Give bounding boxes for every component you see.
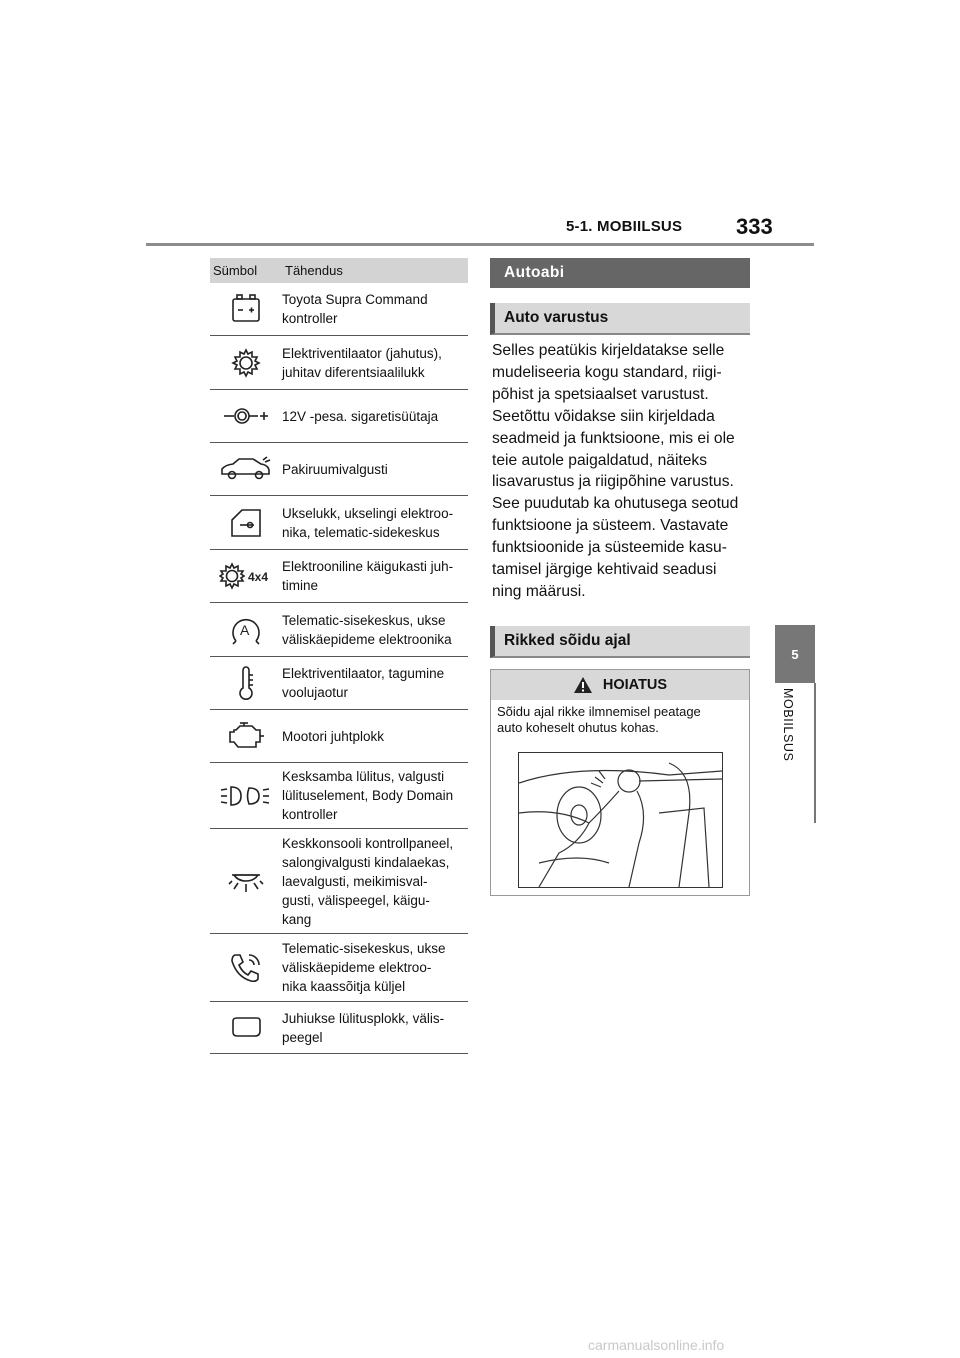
row-meaning: Telematic-sisekeskus, ukse väliskäepideme elektroo- nika kaassõitja küljel (282, 941, 446, 994)
section-title: 5-1. MOBIILSUS (566, 218, 683, 235)
chapter-tab[interactable]: 5 (775, 625, 815, 683)
interior-light-icon (210, 829, 282, 933)
chapter-rule (814, 683, 816, 823)
warning-text: Sõidu ajal rikke ilmnemisel peatage auto koheselt ohutus kohas. (497, 704, 701, 735)
battery-icon (210, 283, 282, 335)
socket-plug-icon (210, 390, 282, 442)
table-row (210, 550, 468, 603)
table-row (210, 603, 468, 657)
warning-box (490, 669, 750, 896)
row-meaning: Elektrooniline käigukasti juh- timine (282, 559, 454, 593)
warning-header (491, 670, 749, 700)
row-meaning: Keskkonsooli kontrollpaneel, salongivalgusti kindalaekas, laevalgusti, meikimisval- gusti, välispeegel, käigu- kang (282, 835, 454, 927)
table-row (210, 763, 468, 829)
fan-gear-icon (210, 336, 282, 389)
thermometer-icon (210, 657, 282, 709)
row-meaning: Ukselukk, ukselingi elektroo- nika, telematic-sidekeskus (282, 505, 454, 540)
table-row (210, 336, 468, 390)
mirror-icon (210, 1002, 282, 1053)
table-row (210, 496, 468, 550)
row-meaning: 12V -pesa. sigaretisüütaja (282, 408, 439, 424)
column-header-symbol: Sümbol (213, 263, 258, 278)
table-row (210, 390, 468, 443)
row-meaning: Kesksamba lülitus, valgusti lülituselement, Body Domain kontroller (282, 769, 454, 822)
symbol-table (210, 258, 468, 1054)
table-row (210, 934, 468, 1002)
watermark: carmanualsonline.info (588, 1337, 725, 1353)
column-header-meaning: Tähendus (285, 263, 343, 278)
assist-a-label: A (240, 621, 250, 638)
row-meaning: Elektriventilaator, tagumine voolujaotur (282, 666, 445, 700)
car-lights-icon (210, 443, 282, 495)
row-meaning: Telematic-sisekeskus, ukse väliskäepideme elektroonika (282, 612, 452, 647)
table-row (210, 829, 468, 934)
engine-icon (210, 710, 282, 762)
table-row (210, 657, 468, 710)
phone-icon (210, 934, 282, 1001)
table-row (210, 283, 468, 336)
table-row (210, 443, 468, 496)
table-header (210, 258, 468, 283)
section-heading-autoabi: Autoabi (490, 258, 750, 288)
row-meaning: Mootori juhtplokk (282, 728, 385, 744)
chapter-label: MOBIILSUS (781, 688, 795, 762)
gear-4x4-label: 4x4 (248, 570, 269, 584)
page-number: 333 (736, 214, 773, 239)
table-row (210, 1002, 468, 1054)
headlight-icon (210, 763, 282, 828)
row-meaning: Juhiukse lülitusplokk, välis- peegel (282, 1010, 445, 1045)
equipment-body-text: Selles peatükis kirjeldatakse selle mudeliseeria kogu standard, riigi- põhist ja spetsiaalset varustust. Seetõttu võidakse siin kirjeldada seadmeid ja funktsioone, mis ei ole teie autole paigaldatud, näiteks lisavarustus ja riigipõhine varustus. See puudutab ka ohutusega seotud funktsioone ja süsteem. Vastavate funktsioonide ja süsteemide kasu- tamisel järgige kehtivaid seadusi ning määrusi. (492, 342, 739, 600)
row-meaning: Pakiruumivalgusti (282, 461, 388, 477)
row-meaning: Elektriventilaator (jahutus), juhitav diferentsiaalilukk (282, 345, 442, 380)
warning-title: HOIATUS (602, 677, 668, 693)
warning-triangle-icon (573, 676, 593, 694)
header-rule (146, 243, 814, 246)
gear-4x4-icon (210, 550, 282, 602)
section-heading-faults: Rikked sõidu ajal (490, 626, 750, 658)
row-meaning: Toyota Supra Command kontroller (282, 292, 428, 326)
driver-illustration (518, 752, 723, 888)
section-heading-equipment: Auto varustus (490, 303, 750, 335)
door-lock-icon (210, 496, 282, 549)
assist-a-icon (210, 603, 282, 656)
table-row (210, 710, 468, 763)
